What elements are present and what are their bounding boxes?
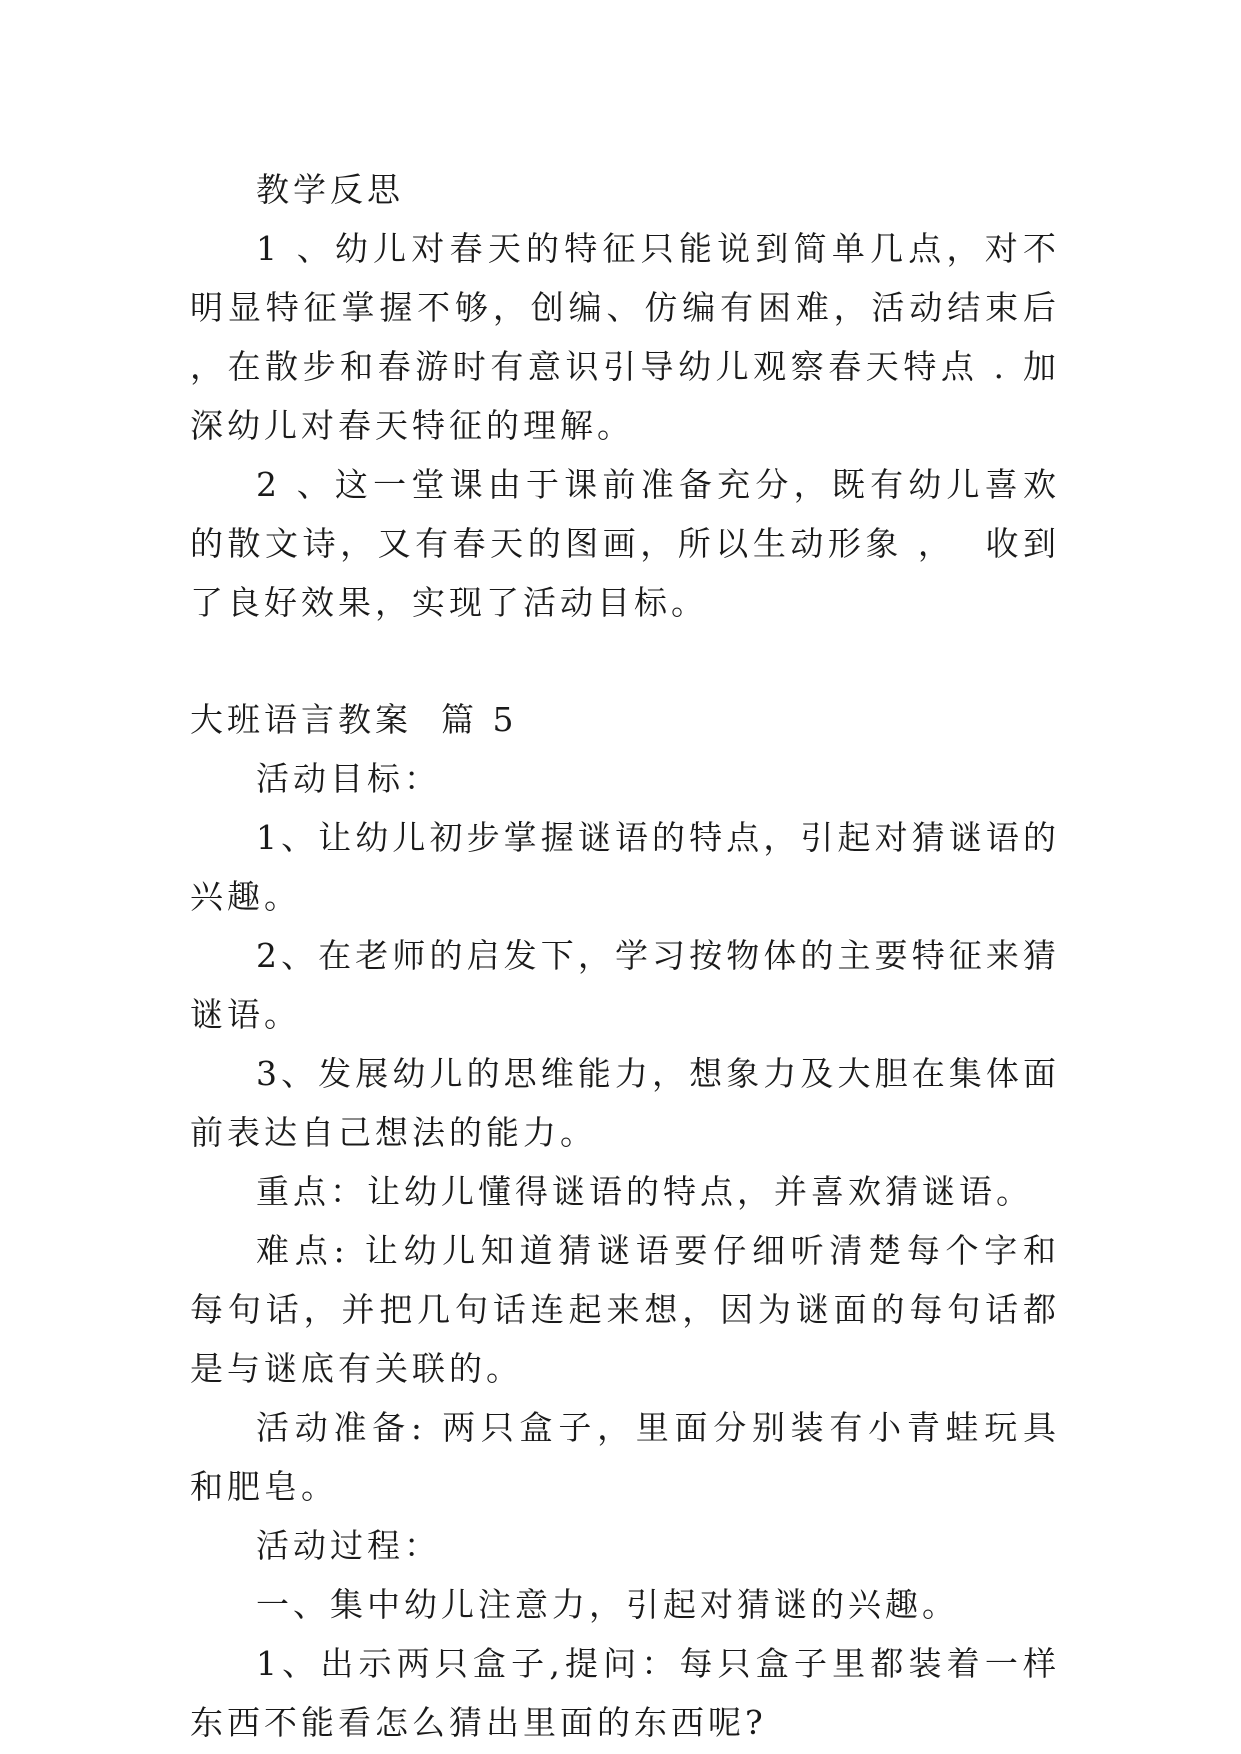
difficulty: 难点: 让幼儿知道猜谜语要仔细听清楚每个字和每句话，并把几句话连起来想，因为谜面的每句话都是与谜底有关联的。: [190, 1231, 1060, 1388]
goals-heading: 活动目标：: [256, 759, 441, 798]
reflection-paragraph-1: 1 、幼儿对春天的特征只能说到简单几点，对不明显特征掌握不够，创编、仿编有困难，活动结束后 ，在散步和春游时有意识引导幼儿观察春天特点 . 加深幼儿对春天特征的理解。: [190, 229, 1075, 445]
section-title: 大班语言教案 篇 5: [190, 700, 518, 739]
goal-2: 2、在老师的启发下，学习按物体的主要特征来猜谜语。: [190, 936, 1060, 1034]
section-spacer: [190, 632, 1060, 690]
document-page: [190, 160, 1075, 1752]
reflection-heading: 教学反思: [256, 170, 404, 209]
key-point: 重点：让幼儿懂得谜语的特点，并喜欢猜谜语。: [256, 1172, 1033, 1211]
process-heading: 活动过程：: [256, 1526, 441, 1565]
goal-1: 1、让幼儿初步掌握谜语的特点，引起对猜谜语的兴趣。: [190, 818, 1060, 916]
process-step-1: 一、集中幼儿注意力，引起对猜谜的兴趣。: [256, 1585, 959, 1624]
preparation: 活动准备: 两只盒子，里面分别装有小青蛙玩具和肥皂。: [190, 1408, 1060, 1506]
process-step-1-1: 1、出示两只盒子,提问：每只盒子里都装着一样东西不能看怎么猜出里面的东西呢?: [190, 1644, 1060, 1742]
reflection-paragraph-2: 2 、这一堂课由于课前准备充分，既有幼儿喜欢的散文诗，又有春天的图画，所以生动形象 ， 收到了良好效果，实现了活动目标。: [190, 465, 1060, 622]
goal-3: 3、发展幼儿的思维能力，想象力及大胆在集体面前表达自己想法的能力。: [190, 1054, 1060, 1152]
